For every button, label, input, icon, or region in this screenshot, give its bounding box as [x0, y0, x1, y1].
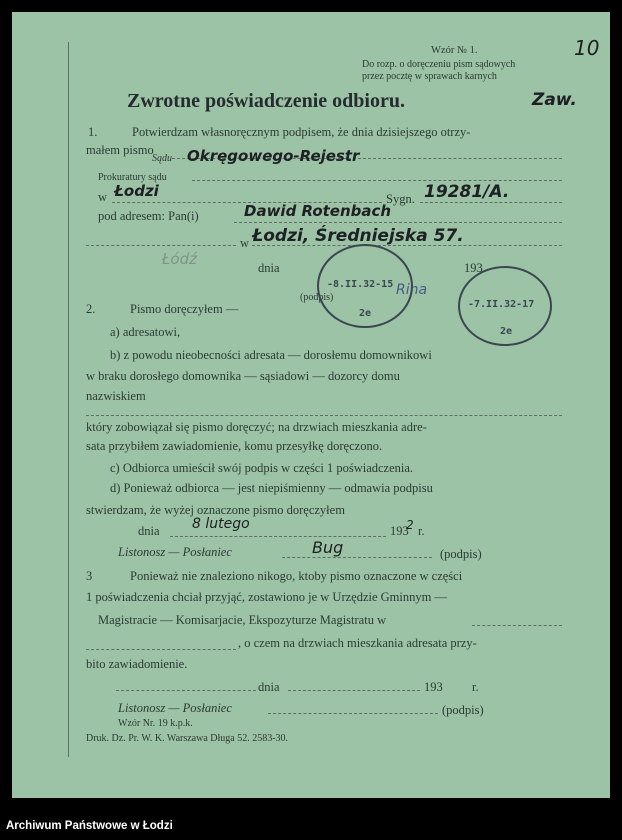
signature-no-line — [420, 202, 562, 203]
name-line — [86, 415, 562, 416]
label-dnia-1: dnia — [258, 261, 280, 275]
section2-item-b4: który zobowiązał się pismo doręczyć; na drzwiach mieszkania adre- — [86, 420, 427, 434]
section2-item-b5: sata przybiłem zawiadomienie, komu przesyłkę doręczono. — [86, 439, 383, 453]
label-r-2: r. — [418, 524, 425, 538]
stamp2-code: 2e — [500, 326, 513, 337]
section2-item-d2: stwierdzam, że wyżej oznaczone pismo doręczyłem — [86, 503, 345, 517]
label-sadu: Sądu — [152, 153, 172, 164]
section1-line1: Potwierdzam własnoręcznym podpisem, że dnia dzisiejszego otrzy- — [132, 125, 471, 139]
handwritten-year-digit: 2 — [406, 518, 414, 532]
section3-line4: , o czem na drzwiach mieszkania adresata przy- — [238, 636, 477, 650]
stamp1-date: -8.II.32-15 — [327, 279, 394, 290]
place-line-3 — [116, 690, 256, 691]
handwritten-signature-no: 19281/A. — [424, 182, 510, 202]
recipient-signature: Rina — [396, 282, 428, 298]
regulation-line-2: przez pocztę w sprawach karnych — [362, 71, 497, 82]
label-year-1: 193 — [464, 261, 483, 275]
margin-line — [68, 42, 69, 757]
section2-heading: Pismo doręczyłem — — [130, 302, 239, 316]
label-r-3: r. — [472, 680, 479, 694]
label-w2: w — [240, 236, 250, 250]
form-number: Wzór № 1. — [431, 45, 478, 56]
section3-line3: Magistracie — Komisarjacie, Ekspozyturze Magistratu w — [98, 613, 387, 627]
section2-item-c: c) Odbiorca umieścił swój podpis w części 1 poświadczenia. — [110, 461, 414, 475]
date-line-3 — [288, 690, 420, 691]
address-line — [252, 245, 562, 246]
section2-item-a: a) adresatowi, — [110, 325, 181, 339]
handwritten-city: Łodzi — [114, 182, 159, 200]
prosecutor-line — [192, 180, 562, 181]
label-pod-adresem: pod adresem: Pan(i) — [98, 209, 199, 223]
handwritten-recipient: Dawid Rotenbach — [244, 202, 392, 220]
section2-item-b2: w braku dorosłego domownika — sąsiadowi — dozorcy domu — [86, 369, 400, 383]
form-sheet — [12, 12, 610, 798]
section1-number: 1. — [88, 125, 98, 139]
handwritten-address: Łodzi, Średniejska 57. — [252, 226, 464, 246]
date-line-2 — [170, 536, 386, 537]
label-dnia-3: dnia — [258, 680, 280, 694]
label-dnia-2: dnia — [138, 524, 160, 538]
page-mark: 10 — [574, 36, 600, 60]
recipient-line — [234, 222, 562, 223]
section3-line2: 1 poświadczenia chciał przyjąć, zostawiono je w Urzędzie Gminnym — — [86, 590, 447, 604]
label-prokuratury: Prokuratury sądu — [98, 172, 167, 183]
label-podpis-1: (podpis) — [300, 292, 334, 303]
handwritten-court: Okręgowego-Rejestr — [187, 147, 360, 165]
label-year-2: 193 — [390, 524, 409, 538]
title-handwritten-note: Zaw. — [532, 90, 577, 110]
label-listonosz-2: Listonosz — Posłaniec — [118, 545, 232, 559]
section2-item-b3: nazwiskiem — [86, 389, 146, 403]
archive-footer — [0, 810, 622, 840]
section2-number: 2. — [86, 302, 96, 316]
stamp1-code: 2e — [359, 308, 372, 319]
location-line — [86, 649, 236, 650]
archive-label: Archiwum Państwowe w Łodzi — [6, 820, 173, 832]
section3-line1: Ponieważ nie znaleziono nikogo, ktoby pismo oznaczone w części — [130, 569, 463, 583]
handwritten-date: 8 lutego — [192, 516, 250, 532]
section3-line5: bito zawiadomienie. — [86, 657, 188, 671]
postman-signature: Bug — [312, 538, 344, 557]
pencil-city: Łódź — [162, 250, 198, 268]
regulation-line-1: Do rozp. o doręczeniu pism sądowych — [362, 59, 516, 70]
signature-line-2 — [282, 557, 432, 558]
form-reference: Wzór Nr. 19 k.p.k. — [118, 718, 193, 729]
postmark-stamp-2 — [458, 266, 552, 346]
section3-number: 3 — [86, 569, 93, 583]
section2-item-d1: d) Ponieważ odbiorca — jest niepiśmienny — odmawia podpisu — [110, 481, 433, 495]
label-year-3: 193 — [424, 680, 443, 694]
printer-note: Druk. Dz. Pr. W. K. Warszawa Długa 52. 2583-30. — [86, 733, 289, 744]
address-line-left — [86, 245, 236, 246]
label-podpis-2: (podpis) — [440, 547, 482, 561]
label-sygn: Sygn. — [386, 192, 415, 206]
label-podpis-3: (podpis) — [442, 703, 484, 717]
section1-line2: małem pismo — [86, 143, 154, 157]
label-w: w — [98, 190, 108, 204]
label-listonosz-3: Listonosz — Posłaniec — [118, 701, 232, 715]
page-title: Zwrotne poświadczenie odbioru. — [127, 90, 405, 112]
municipality-line — [472, 625, 562, 626]
section2-item-b1: b) z powodu nieobecności adresata — dorosłemu domownikowi — [110, 348, 432, 362]
stamp2-date: -7.II.32-17 — [468, 299, 535, 310]
signature-line-3 — [268, 713, 438, 714]
postmark-stamp-1 — [317, 244, 413, 328]
